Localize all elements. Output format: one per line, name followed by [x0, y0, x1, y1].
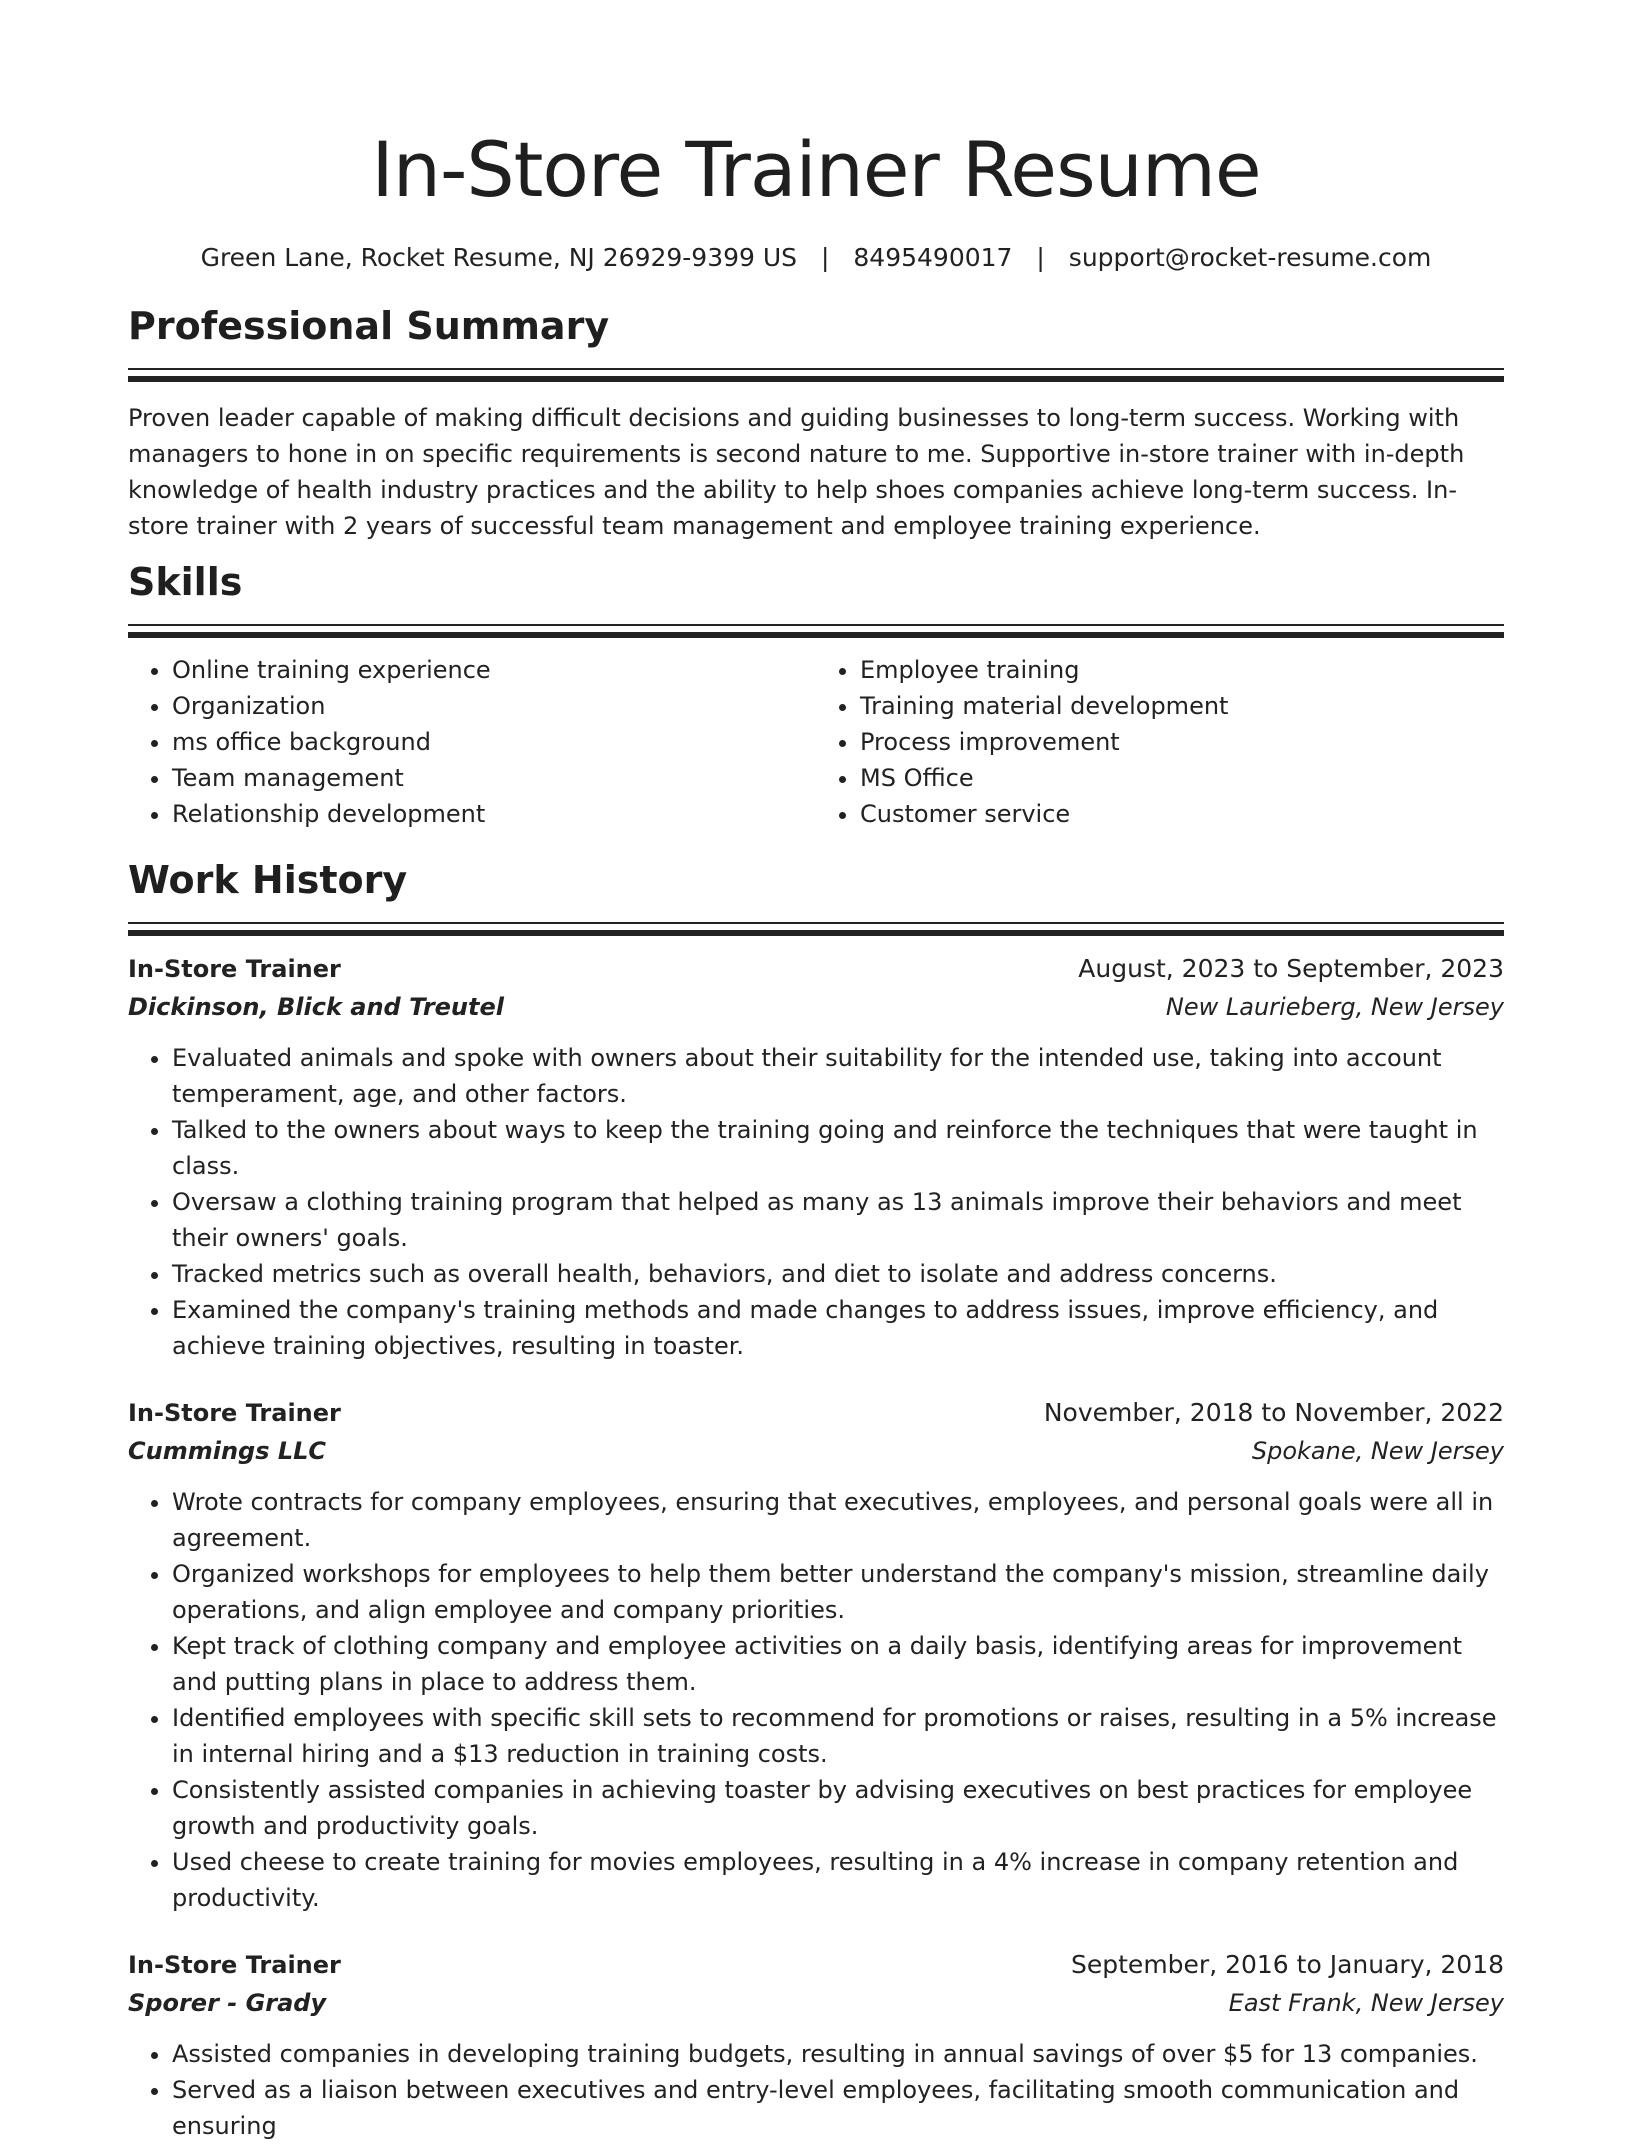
job-bullet: • Oversaw a clothing training program that helped as many as 13 animals improve their behaviors and meet their owners' goals.: [172, 1184, 1504, 1256]
job-bullet: • Kept track of clothing company and employee activities on a daily basis, identifying areas for improvement and putting plans in place to address them.: [172, 1628, 1504, 1700]
job-bullet: • Served as a liaison between executives and entry-level employees, facilitating smooth communication and ensuring: [172, 2072, 1504, 2144]
job-company-row: [128, 988, 1504, 1026]
section-rule: [128, 368, 1504, 370]
job-location: East Frank, New Jersey: [1228, 1989, 1504, 2017]
section-rule: [128, 376, 1504, 382]
job-bullet: • Used cheese to create training for movies employees, resulting in a 4% increase in company retention and productivity.: [172, 1844, 1504, 1916]
contact-address: Green Lane, Rocket Resume, NJ 26929-9399 US: [200, 243, 798, 272]
skill-item: • MS Office: [860, 760, 1504, 796]
job-dates: November, 2018 to November, 2022: [1043, 1398, 1504, 1427]
skills-column-left: [128, 652, 816, 832]
job-company: Sporer - Grady: [128, 1989, 327, 2017]
section-rule: [128, 624, 1504, 626]
job-title: In-Store Trainer: [128, 1951, 341, 1979]
job-entry: [128, 950, 1504, 1364]
contact-email: support@rocket-resume.com: [1068, 243, 1432, 272]
skill-item: • Training material development: [860, 688, 1504, 724]
job-bullet: • Talked to the owners about ways to keep the training going and reinforce the techniques that were taught in class.: [172, 1112, 1504, 1184]
skills-column-right: [816, 652, 1504, 832]
job-bullet: • Identified employees with specific skill sets to recommend for promotions or raises, resulting in a 5% increase in internal hiring and a $13 reduction in training costs.: [172, 1700, 1504, 1772]
job-entry: [128, 1394, 1504, 1916]
job-location: New Laurieberg, New Jersey: [1165, 993, 1504, 1021]
skills-section: [128, 558, 1504, 832]
resume-title: In-Store Trainer Resume: [371, 125, 1261, 214]
contact-separator: |: [1036, 243, 1045, 272]
contact-phone: 8495490017: [853, 243, 1013, 272]
work-section: [128, 856, 1504, 2144]
contact-line: [128, 242, 1504, 274]
skill-item: • Team management: [172, 760, 816, 796]
job-bullets: [128, 1040, 1504, 1364]
job-entry: [128, 1946, 1504, 2144]
skills-heading: Skills: [128, 560, 243, 604]
skill-item: • Process improvement: [860, 724, 1504, 760]
job-title: In-Store Trainer: [128, 1399, 341, 1427]
job-dates: September, 2016 to January, 2018: [1071, 1950, 1504, 1979]
summary-text: Proven leader capable of making difficult decisions and guiding businesses to long-term success. Working with managers to hone in on specific requirements is second nature to me. Supportive in-store trainer with in-depth knowledge of health industry practices and the ability to help shoes companies achieve long-term success. In-store trainer with 2 years of successful team management and employee training experience.: [128, 404, 1465, 540]
summary-section: [128, 302, 1504, 544]
skill-item: • Online training experience: [172, 652, 816, 688]
contact-separator: |: [821, 243, 830, 272]
job-bullets: [128, 1484, 1504, 1916]
job-bullet: • Evaluated animals and spoke with owners about their suitability for the intended use, taking into account temperament, age, and other factors.: [172, 1040, 1504, 1112]
job-header-row: [128, 1946, 1504, 1984]
job-company-row: [128, 1984, 1504, 2022]
job-bullet: • Wrote contracts for company employees, ensuring that executives, employees, and personal goals were all in agreement.: [172, 1484, 1504, 1556]
job-company: Dickinson, Blick and Treutel: [128, 993, 504, 1021]
job-bullet: • Organized workshops for employees to help them better understand the company's mission, streamline daily operations, and align employee and company priorities.: [172, 1556, 1504, 1628]
skills-list: [128, 652, 1504, 832]
job-bullet: • Examined the company's training methods and made changes to address issues, improve efficiency, and achieve training objectives, resulting in toaster.: [172, 1292, 1504, 1364]
job-dates: August, 2023 to September, 2023: [1078, 954, 1504, 983]
job-company: Cummings LLC: [128, 1437, 327, 1465]
skill-item: • Relationship development: [172, 796, 816, 832]
skill-item: • Customer service: [860, 796, 1504, 832]
skill-item: • ms office background: [172, 724, 816, 760]
job-bullet: • Tracked metrics such as overall health, behaviors, and diet to isolate and address concerns.: [172, 1256, 1504, 1292]
job-header-row: [128, 1394, 1504, 1432]
summary-heading: Professional Summary: [128, 304, 610, 348]
job-bullet: • Assisted companies in developing training budgets, resulting in annual savings of over $5 for 13 companies.: [172, 2036, 1504, 2072]
section-rule: [128, 930, 1504, 936]
job-title: In-Store Trainer: [128, 955, 341, 983]
section-rule: [128, 632, 1504, 638]
job-location: Spokane, New Jersey: [1251, 1437, 1504, 1465]
job-bullet: • Consistently assisted companies in achieving toaster by advising executives on best practices for employee growth and productivity goals.: [172, 1772, 1504, 1844]
skill-item: • Employee training: [860, 652, 1504, 688]
section-rule: [128, 922, 1504, 924]
work-heading: Work History: [128, 858, 408, 902]
job-bullets: [128, 2036, 1504, 2144]
job-company-row: [128, 1432, 1504, 1470]
job-header-row: [128, 950, 1504, 988]
skill-item: • Organization: [172, 688, 816, 724]
